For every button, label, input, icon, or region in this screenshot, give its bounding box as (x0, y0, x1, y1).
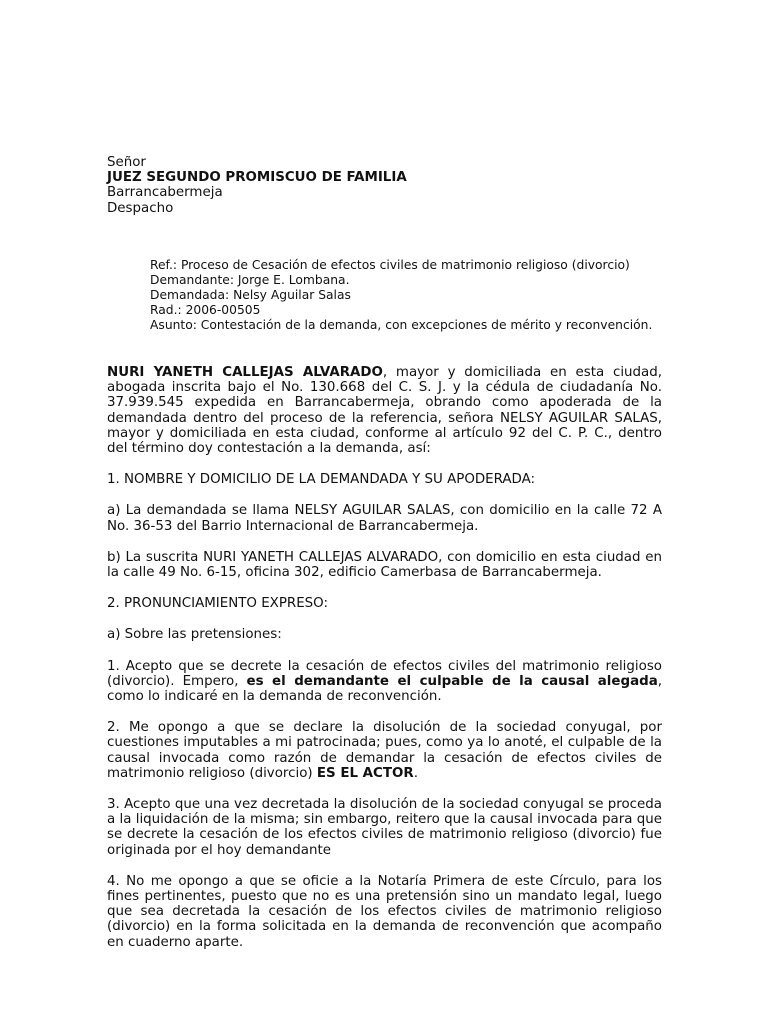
addressee-block (107, 155, 667, 216)
intro-text: , mayor y domiciliada en esta ciudad, abogada inscrita bajo el No. 130.668 del C. S. J. y la cédula de ciudadanía No. 37.939.545 expedida en Barrancabermeja, obrando como apoderada de la demandada dentro del proceso de la referencia, señora NELSY AGUILAR SALAS, mayor y domiciliada en esta ciudad, conforme al artículo 92 del C. P. C., dentro del término doy contestación a la demanda, así: (107, 365, 662, 457)
pronouncement-item-3: 3. Acepto que una vez decretada la disolución de la sociedad conyugal se proceda a la liquidación de la misma; sin embargo, reitero que la causal invocada para que se decrete la cesación de los efectos civiles de matrimonio religioso (divorcio) fue originada por el hoy demandante (107, 797, 662, 858)
reference-defendant: Demandada: Nelsy Aguilar Salas (150, 288, 351, 303)
addressee-city: Barrancabermeja (107, 185, 223, 201)
item1-text-before: 1. Acepto que se decrete la cesación de efectos civiles del matrimonio religioso (divorcio). Empero, (107, 658, 662, 689)
reference-ref: Ref.: Proceso de Cesación de efectos civiles de matrimonio religioso (divorcio) (150, 258, 630, 272)
item2-text-after: . (413, 765, 418, 781)
intro-paragraph (107, 365, 662, 456)
item1-text-after: , como lo indicaré en la demanda de reconvención. (107, 673, 662, 705)
reference-subject: Asunto: Contestación de la demanda, con excepciones de mérito y reconvención. (150, 318, 653, 333)
pronouncement-item-2 (107, 720, 662, 781)
item2-emphasis: ES EL ACTOR (316, 765, 414, 781)
addressee-office: Despacho (107, 200, 174, 216)
addressee-court: JUEZ SEGUNDO PROMISCUO DE FAMILIA (107, 170, 407, 186)
section1-item-a: a) La demandada se llama NELSY AGUILAR SALAS, con domicilio en la calle 72 A No. 36-53 del Barrio Internacional de Barrancabermeja. (107, 503, 662, 534)
reference-block (150, 258, 690, 333)
section1-item-b: b) La suscrita NURI YANETH CALLEJAS ALVARADO, con domicilio en esta ciudad en la calle 49 No. 6-15, oficina 302, edificio Camerbasa de Barrancabermeja. (107, 549, 662, 581)
item2-text-before: 2. Me opongo a que se declare la disolución de la sociedad conyugal, por cuestiones imputables a mi patrocinada; pues, como ya lo anoté, el culpable de la causal invocada como razón de demandar la cesación de efectos civiles de matrimonio religioso (divorcio) (107, 720, 662, 781)
document-body (107, 365, 662, 950)
attorney-name: NURI YANETH CALLEJAS ALVARADO (107, 365, 383, 380)
reference-plaintiff: Demandante: Jorge E. Lombana. (150, 273, 350, 288)
pronouncement-item-4: 4. No me opongo a que se oficie a la Notaría Primera de este Círculo, para los fines pertinentes, puesto que no es una pretensión sino un mandato legal, luego que sea decretada la cesación de los efectos civiles de matrimonio religioso (divorcio) en la forma solicitada en la demanda de reconvención que acompaño en cuaderno aparte. (107, 873, 662, 950)
section1-heading: 1. NOMBRE Y DOMICILIO DE LA DEMANDADA Y SU APODERADA: (107, 472, 536, 488)
item1-emphasis: es el demandante el culpable de la causal alegada (246, 673, 658, 689)
pronouncement-item-1 (107, 659, 662, 705)
addressee-greeting: Señor (107, 155, 146, 170)
section2-subheading: a) Sobre las pretensiones: (107, 627, 282, 643)
section2-heading: 2. PRONUNCIAMIENTO EXPRESO: (107, 596, 328, 612)
reference-rad: Rad.: 2006-00505 (150, 303, 261, 318)
